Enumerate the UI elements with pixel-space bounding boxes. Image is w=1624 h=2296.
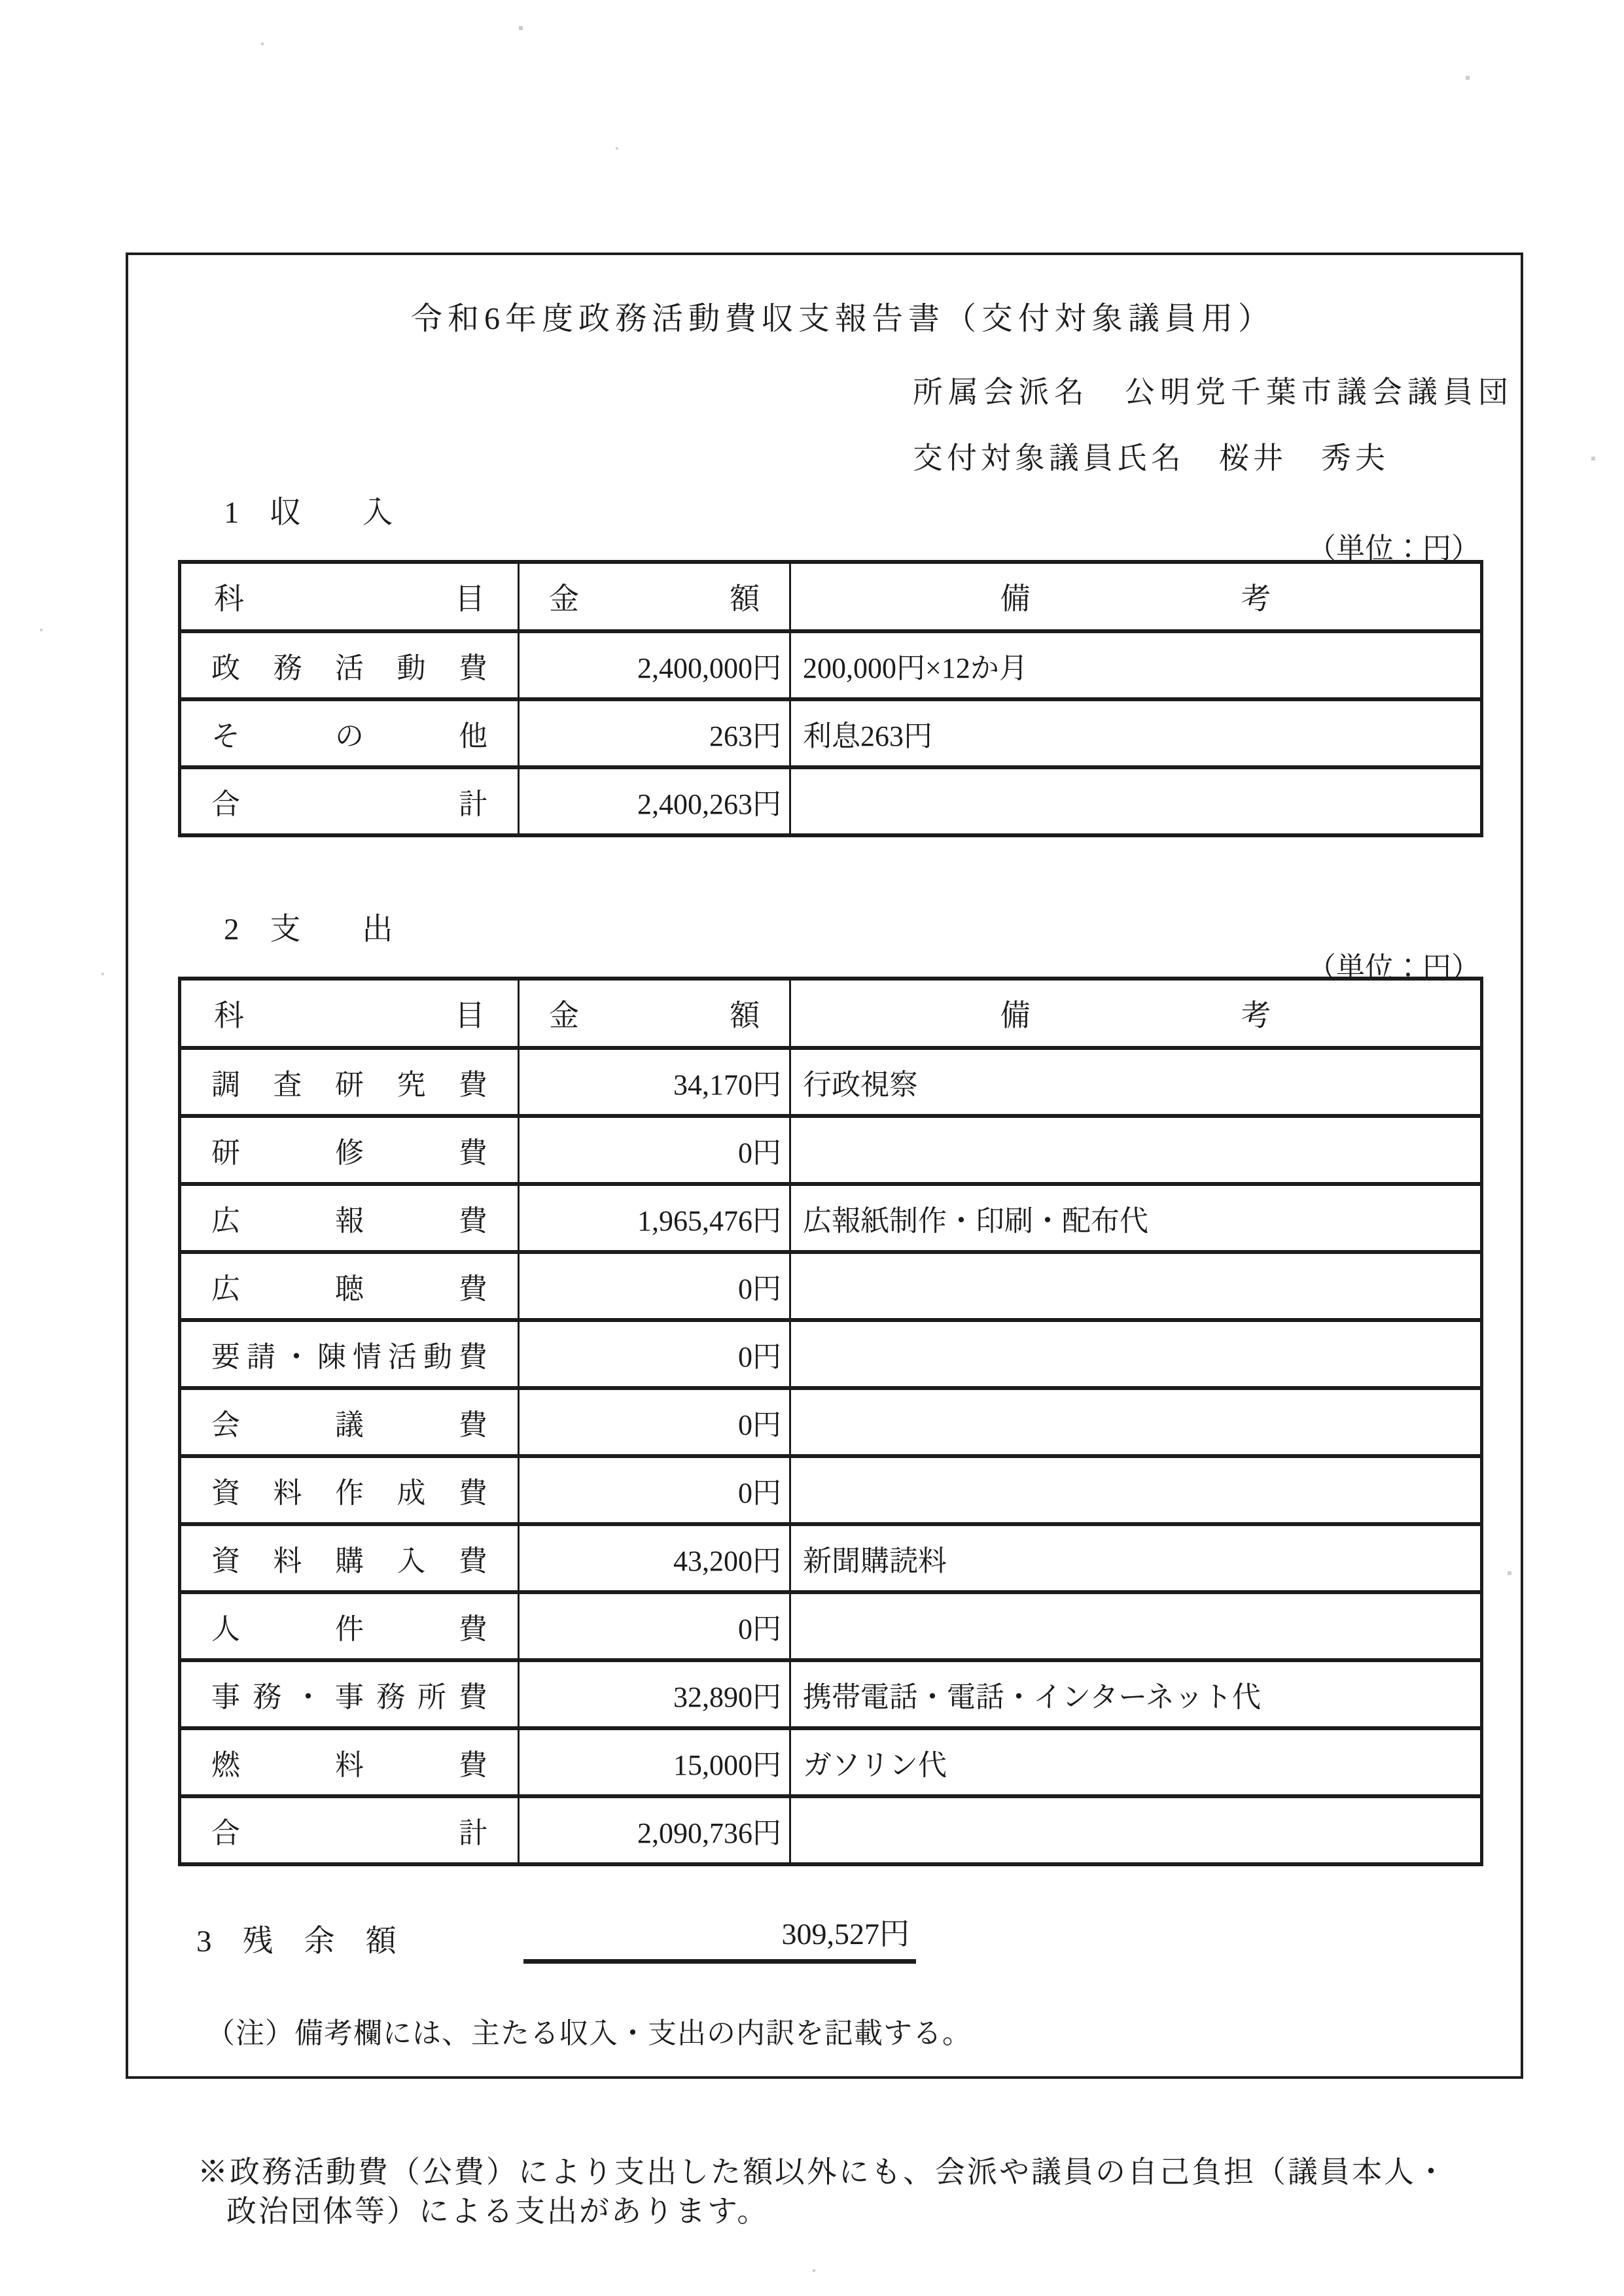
- item-cell: [180, 1388, 519, 1456]
- item-label: 調 査 研 究 費: [211, 1069, 487, 1101]
- remarks-cell: ガソリン代: [790, 1728, 1482, 1796]
- table-row: [180, 1592, 1482, 1660]
- item-label: 合 計: [211, 1817, 487, 1849]
- income-table-header: [180, 562, 1482, 631]
- item-cell: [180, 1524, 519, 1592]
- amount-cell: 2,400,263円: [519, 767, 790, 835]
- column-header-amount: 金 額: [519, 562, 790, 631]
- table-row: [180, 1116, 1482, 1184]
- amount-cell: 32,890円: [519, 1660, 790, 1728]
- remarks-cell: 200,000円×12か月: [790, 631, 1482, 699]
- remarks-cell: [790, 1116, 1482, 1184]
- table-row: [180, 1048, 1482, 1116]
- amount-cell: 2,400,000円: [519, 631, 790, 699]
- note-line: （注）備考欄には、主たる収入・支出の内訳を記載する。: [206, 2017, 972, 2049]
- amount-cell: 2,090,736円: [519, 1796, 790, 1864]
- item-cell: [180, 1728, 519, 1796]
- section-balance-heading: 3 残 余 額: [196, 1924, 397, 1958]
- amount-cell: 43,200円: [519, 1524, 790, 1592]
- item-cell: [180, 1796, 519, 1864]
- remarks-cell: [790, 1796, 1482, 1864]
- remarks-cell: [790, 767, 1482, 835]
- item-cell: [180, 631, 519, 699]
- amount-cell: 263円: [519, 699, 790, 767]
- remarks-cell: [790, 1592, 1482, 1660]
- item-label: 合 計: [211, 788, 487, 820]
- item-cell: [180, 1116, 519, 1184]
- balance-amount: 309,527円: [523, 1914, 916, 1964]
- remarks-cell: [790, 1320, 1482, 1388]
- remarks-cell: 行政視察: [790, 1048, 1482, 1116]
- scan-speckles: [0, 0, 1, 1]
- section-income-heading: 1 収 入: [224, 496, 393, 530]
- item-cell: [180, 767, 519, 835]
- amount-cell: 0円: [519, 1116, 790, 1184]
- table-row: [180, 1252, 1482, 1320]
- item-cell: [180, 1660, 519, 1728]
- table-row: [180, 1728, 1482, 1796]
- item-cell: [180, 1592, 519, 1660]
- amount-cell: 0円: [519, 1252, 790, 1320]
- table-row: [180, 1456, 1482, 1524]
- expense-unit-label: （単位：円）: [1307, 952, 1480, 984]
- remarks-cell: [790, 1456, 1482, 1524]
- amount-cell: 1,965,476円: [519, 1184, 790, 1252]
- item-label: 資 料 購 入 費: [211, 1545, 487, 1577]
- member-name-line: 交付対象議員氏名 桜井 秀夫: [913, 442, 1389, 475]
- item-label: 研 修 費: [211, 1137, 487, 1169]
- footnote-line-2: 政治団体等）による支出があります。: [226, 2195, 769, 2228]
- expense-table: [178, 977, 1483, 1866]
- header-row: [180, 979, 1482, 1048]
- remarks-cell: 新聞購読料: [790, 1524, 1482, 1592]
- item-label: 事 務 ・ 事 務 所 費: [211, 1681, 487, 1713]
- amount-cell: 0円: [519, 1388, 790, 1456]
- amount-cell: 0円: [519, 1456, 790, 1524]
- amount-cell: 0円: [519, 1592, 790, 1660]
- header-row: [180, 562, 1482, 631]
- item-cell: [180, 1320, 519, 1388]
- remarks-cell: [790, 1388, 1482, 1456]
- item-label: 会 議 費: [211, 1409, 487, 1441]
- item-cell: [180, 699, 519, 767]
- affiliation-line: 所属会派名 公明党千葉市議会議員団: [913, 375, 1513, 409]
- income-table: [178, 560, 1483, 837]
- amount-cell: 34,170円: [519, 1048, 790, 1116]
- remarks-cell: [790, 1252, 1482, 1320]
- amount-cell: 15,000円: [519, 1728, 790, 1796]
- item-cell: [180, 1048, 519, 1116]
- item-cell: [180, 1456, 519, 1524]
- item-label: 政 務 活 動 費: [211, 652, 487, 684]
- remarks-cell: 携帯電話・電話・インターネット代: [790, 1660, 1482, 1728]
- table-row: [180, 767, 1482, 835]
- table-row: [180, 1184, 1482, 1252]
- table-row: [180, 699, 1482, 767]
- item-label: 燃 料 費: [211, 1749, 487, 1781]
- footnote-line-1: ※政務活動費（公費）により支出した額以外にも、会派や議員の自己負担（議員本人・: [198, 2155, 1448, 2189]
- table-row: [180, 1660, 1482, 1728]
- item-cell: [180, 1184, 519, 1252]
- item-label: 資 料 作 成 費: [211, 1477, 487, 1509]
- item-label: 広 報 費: [211, 1205, 487, 1237]
- expense-table-header: [180, 979, 1482, 1048]
- page-title: 令和6年度政務活動費収支報告書（交付対象議員用）: [411, 302, 1275, 336]
- item-cell: [180, 1252, 519, 1320]
- item-label: そ の 他: [211, 720, 487, 752]
- item-label: 広 聴 費: [211, 1273, 487, 1305]
- income-unit-label: （単位：円）: [1307, 532, 1480, 565]
- column-header-amount: 金 額: [519, 979, 790, 1048]
- table-row: [180, 1320, 1482, 1388]
- table-row: [180, 1796, 1482, 1864]
- column-header-item: 科 目: [180, 979, 519, 1048]
- table-row: [180, 1524, 1482, 1592]
- amount-cell: 0円: [519, 1320, 790, 1388]
- section-expense-heading: 2 支 出: [224, 913, 393, 947]
- column-header-item: 科 目: [180, 562, 519, 631]
- table-row: [180, 1388, 1482, 1456]
- column-header-remarks: 備 考: [790, 979, 1482, 1048]
- table-row: [180, 631, 1482, 699]
- item-label: 人 件 費: [211, 1613, 487, 1645]
- item-label: 要 請 ・ 陳 情 活 動 費: [211, 1341, 487, 1373]
- remarks-cell: 広報紙制作・印刷・配布代: [790, 1184, 1482, 1252]
- remarks-cell: 利息263円: [790, 699, 1482, 767]
- column-header-remarks: 備 考: [790, 562, 1482, 631]
